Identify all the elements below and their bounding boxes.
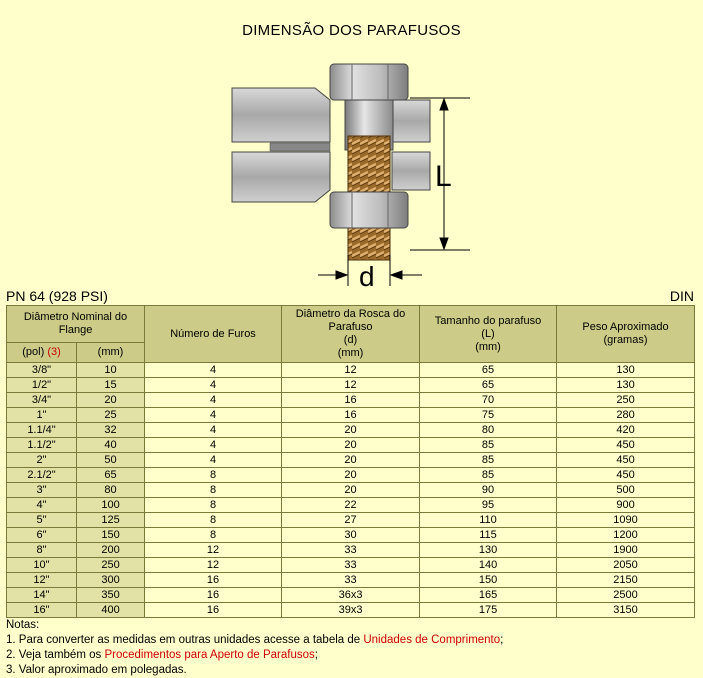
table-cell: 16" xyxy=(7,603,77,618)
standard-label: DIN xyxy=(669,288,694,304)
table-cell: 40 xyxy=(77,438,145,453)
table-cell: 20 xyxy=(282,438,420,453)
table-row xyxy=(7,423,695,438)
table-cell: 450 xyxy=(557,438,695,453)
table-cell: 8 xyxy=(145,528,282,543)
table-cell: 450 xyxy=(557,468,695,483)
table-cell: 32 xyxy=(77,423,145,438)
table-cell: 2500 xyxy=(557,588,695,603)
header-pol: (pol) (3) xyxy=(7,343,77,363)
table-row xyxy=(7,543,695,558)
table-cell: 4 xyxy=(145,408,282,423)
header-flange: Diâmetro Nominal do Flange xyxy=(7,306,145,343)
table-cell: 420 xyxy=(557,423,695,438)
table-cell: 1090 xyxy=(557,513,695,528)
table-cell: 20 xyxy=(282,483,420,498)
table-cell: 20 xyxy=(282,468,420,483)
table-row xyxy=(7,528,695,543)
table-caption xyxy=(6,288,694,304)
table-cell: 165 xyxy=(420,588,557,603)
table-cell: 200 xyxy=(77,543,145,558)
table-cell: 280 xyxy=(557,408,695,423)
table-cell: 10" xyxy=(7,558,77,573)
table-cell: 3/8" xyxy=(7,363,77,378)
table-cell: 85 xyxy=(420,438,557,453)
table-cell: 36x3 xyxy=(282,588,420,603)
table-cell: 90 xyxy=(420,483,557,498)
table-cell: 16 xyxy=(282,393,420,408)
table-cell: 20 xyxy=(77,393,145,408)
table-cell: 65 xyxy=(420,378,557,393)
table-row xyxy=(7,558,695,573)
table-row xyxy=(7,363,695,378)
link-unidades-comprimento[interactable]: Unidades de Comprimento xyxy=(363,634,501,646)
table-cell: 4" xyxy=(7,498,77,513)
table-cell: 39x3 xyxy=(282,603,420,618)
table-cell: 20 xyxy=(282,423,420,438)
table-cell: 300 xyxy=(77,573,145,588)
table-cell: 8 xyxy=(145,483,282,498)
table-row xyxy=(7,393,695,408)
table-cell: 50 xyxy=(77,453,145,468)
table-cell: 33 xyxy=(282,543,420,558)
table-cell: 150 xyxy=(77,528,145,543)
table-cell: 130 xyxy=(557,363,695,378)
flange-plates xyxy=(232,88,430,202)
table-row xyxy=(7,483,695,498)
table-cell: 130 xyxy=(420,543,557,558)
table-cell: 27 xyxy=(282,513,420,528)
table-cell: 5" xyxy=(7,513,77,528)
table-cell: 85 xyxy=(420,453,557,468)
table-cell: 2.1/2" xyxy=(7,468,77,483)
table-cell: 250 xyxy=(77,558,145,573)
table-cell: 10 xyxy=(77,363,145,378)
table-row xyxy=(7,438,695,453)
table-row xyxy=(7,588,695,603)
header-tamanho: Tamanho do parafuso (L) (mm) xyxy=(420,306,557,363)
table-cell: 2050 xyxy=(557,558,695,573)
table-cell: 450 xyxy=(557,453,695,468)
table-cell: 115 xyxy=(420,528,557,543)
table-row xyxy=(7,513,695,528)
table-cell: 85 xyxy=(420,468,557,483)
length-label: L xyxy=(435,160,452,193)
table-cell: 65 xyxy=(420,363,557,378)
table-cell: 500 xyxy=(557,483,695,498)
table-row xyxy=(7,378,695,393)
table-cell: 12 xyxy=(145,558,282,573)
table-cell: 110 xyxy=(420,513,557,528)
table-row xyxy=(7,603,695,618)
note-3: 3. Valor aproximado em polegadas. xyxy=(6,664,187,676)
table-cell: 1/2" xyxy=(7,378,77,393)
table-cell: 33 xyxy=(282,558,420,573)
table-cell: 900 xyxy=(557,498,695,513)
table-cell: 12 xyxy=(282,378,420,393)
table-cell: 4 xyxy=(145,363,282,378)
table-cell: 3/4" xyxy=(7,393,77,408)
table-cell: 75 xyxy=(420,408,557,423)
table-cell: 4 xyxy=(145,438,282,453)
table-cell: 1.1/2" xyxy=(7,438,77,453)
notes-heading: Notas: xyxy=(6,619,40,631)
page-title: DIMENSÃO DOS PARAFUSOS xyxy=(242,22,461,39)
table-cell: 4 xyxy=(145,393,282,408)
table-cell: 2150 xyxy=(557,573,695,588)
table-cell: 12 xyxy=(282,363,420,378)
footnote-ref: (3) xyxy=(47,346,61,358)
table-cell: 16 xyxy=(282,408,420,423)
note-2: 2. Veja também os Procedimentos para Aperto de Parafusos; xyxy=(6,649,318,661)
bolt-diagram xyxy=(0,50,703,290)
bolt-dimension-table xyxy=(6,305,695,618)
table-cell: 250 xyxy=(557,393,695,408)
table-cell: 3" xyxy=(7,483,77,498)
table-cell: 25 xyxy=(77,408,145,423)
table-cell: 95 xyxy=(420,498,557,513)
table-cell: 4 xyxy=(145,423,282,438)
table-cell: 33 xyxy=(282,573,420,588)
table-cell: 8 xyxy=(145,513,282,528)
table-cell: 1" xyxy=(7,408,77,423)
table-cell: 1900 xyxy=(557,543,695,558)
table-cell: 80 xyxy=(420,423,557,438)
table-cell: 400 xyxy=(77,603,145,618)
table-cell: 175 xyxy=(420,603,557,618)
table-cell: 4 xyxy=(145,453,282,468)
note-1: 1. Para converter as medidas em outras unidades acesse a tabela de Unidades de Comprimento; xyxy=(6,634,504,646)
table-cell: 140 xyxy=(420,558,557,573)
table-cell: 16 xyxy=(145,603,282,618)
table-cell: 8 xyxy=(145,498,282,513)
table-cell: 14" xyxy=(7,588,77,603)
bottom-nut xyxy=(330,192,408,228)
table-cell: 12 xyxy=(145,543,282,558)
table-row xyxy=(7,573,695,588)
table-cell: 80 xyxy=(77,483,145,498)
table-cell: 70 xyxy=(420,393,557,408)
table-cell: 150 xyxy=(420,573,557,588)
table-cell: 22 xyxy=(282,498,420,513)
table-cell: 2" xyxy=(7,453,77,468)
diameter-label: d xyxy=(359,261,375,290)
table-cell: 8 xyxy=(145,468,282,483)
table-cell: 15 xyxy=(77,378,145,393)
pressure-class: PN 64 (928 PSI) xyxy=(6,288,108,304)
table-cell: 350 xyxy=(77,588,145,603)
header-furos: Número de Furos xyxy=(145,306,282,363)
table-cell: 1200 xyxy=(557,528,695,543)
table-cell: 130 xyxy=(557,378,695,393)
table-row xyxy=(7,468,695,483)
table-cell: 4 xyxy=(145,378,282,393)
header-peso: Peso Aproximado (gramas) xyxy=(557,306,695,363)
table-row xyxy=(7,498,695,513)
table-cell: 16 xyxy=(145,573,282,588)
header-mm: (mm) xyxy=(77,343,145,363)
notes xyxy=(6,618,696,678)
table-cell: 30 xyxy=(282,528,420,543)
bolt-head xyxy=(330,64,408,100)
table-cell: 100 xyxy=(77,498,145,513)
table-cell: 6" xyxy=(7,528,77,543)
table-row xyxy=(7,453,695,468)
link-procedimentos-aperto[interactable]: Procedimentos para Aperto de Parafusos xyxy=(104,649,315,661)
table-cell: 1.1/4" xyxy=(7,423,77,438)
table-cell: 125 xyxy=(77,513,145,528)
table-cell: 3150 xyxy=(557,603,695,618)
table-cell: 16 xyxy=(145,588,282,603)
table-cell: 20 xyxy=(282,453,420,468)
table-row xyxy=(7,408,695,423)
table-cell: 8" xyxy=(7,543,77,558)
table-cell: 65 xyxy=(77,468,145,483)
table-cell: 12" xyxy=(7,573,77,588)
header-rosca: Diâmetro da Rosca do Parafuso (d) (mm) xyxy=(282,306,420,363)
